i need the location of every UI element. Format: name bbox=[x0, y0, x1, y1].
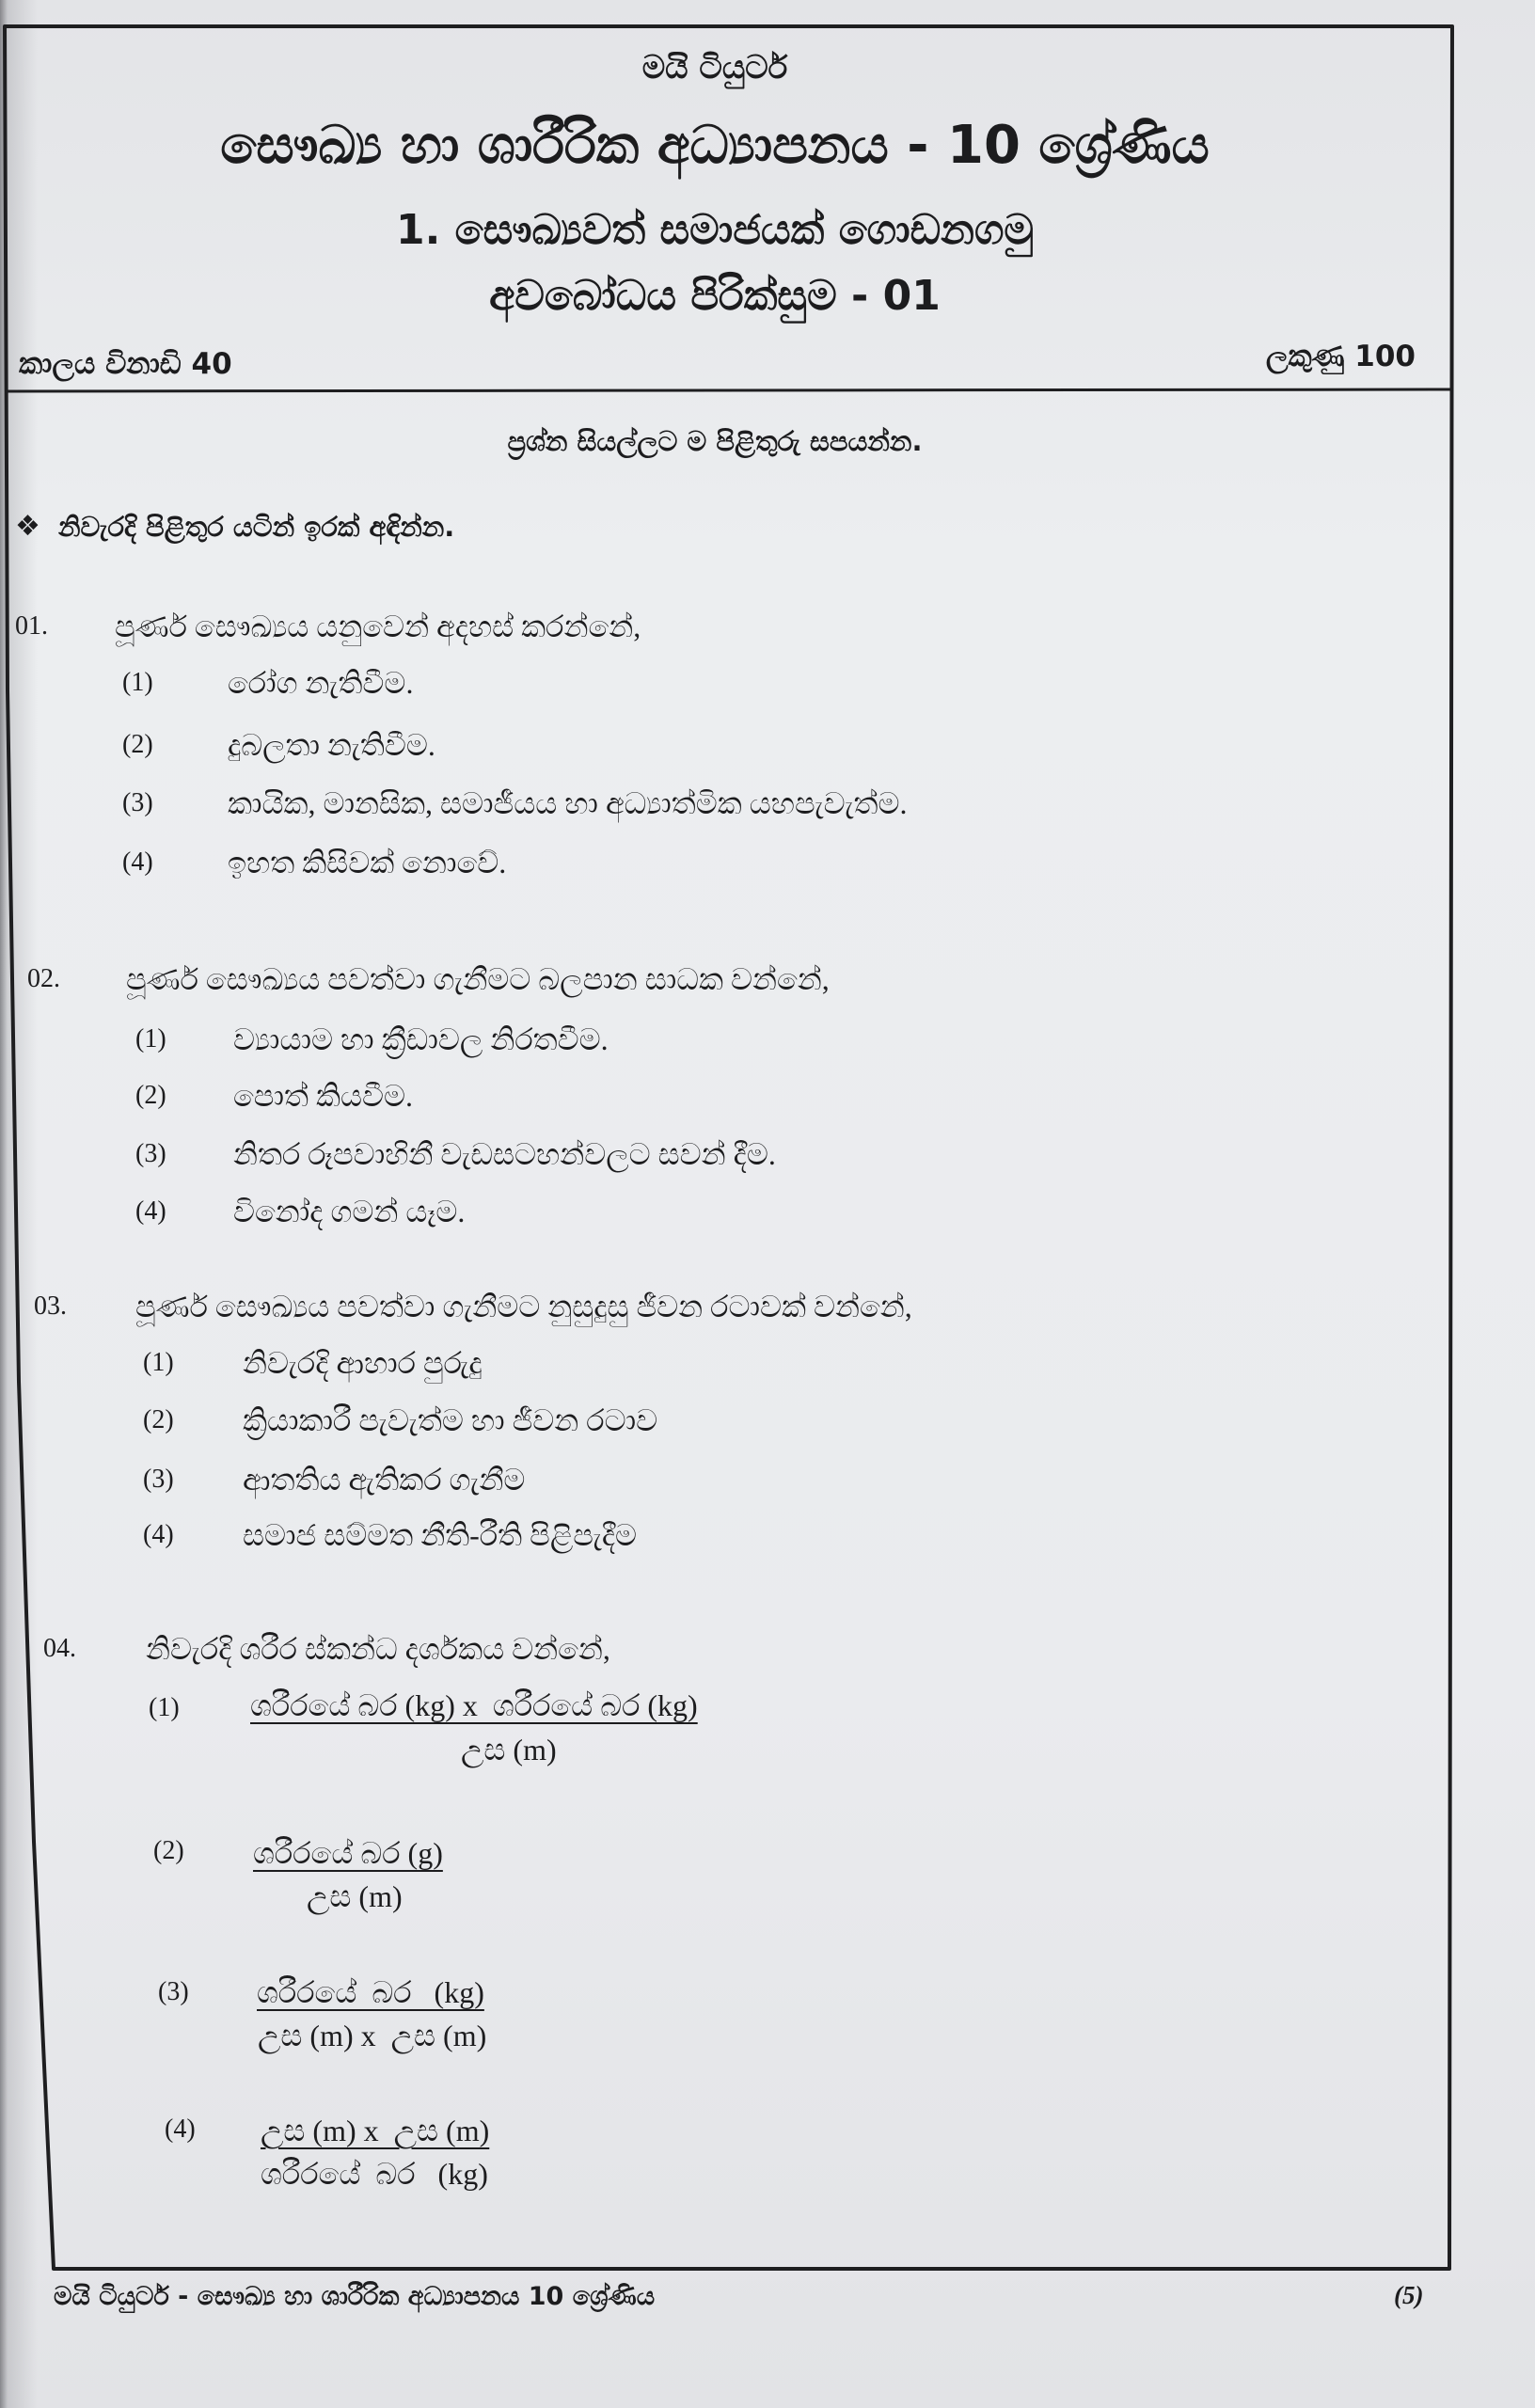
general-instruction: ප්‍රශ්න සියල්ලට ම පිළිතුරු සපයන්න. bbox=[507, 425, 923, 457]
fraction-numerator: ශරීරයේ බර (kg) x ශරීරයේ බර (kg) bbox=[250, 1688, 698, 1722]
option-number: (1) bbox=[149, 1693, 180, 1722]
bullet-icon: ❖ bbox=[15, 510, 40, 543]
option-number: (3) bbox=[143, 1465, 174, 1494]
option-text: විනෝද ගමන් යෑම. bbox=[233, 1195, 466, 1228]
option-text: ආතතිය ඇතිකර ගැනීම bbox=[243, 1463, 526, 1497]
question-text: පූර්ණ සෞඛ්‍යය පවත්වා ගැනීමට නුසුදුසු ජීවන රටාවක් වන්නේ, bbox=[135, 1290, 912, 1323]
question-text: පූර්ණ සෞඛ්‍යය පවත්වා ගැනීමට බලපාන සාධක වන්නේ, bbox=[126, 962, 830, 996]
option-number: (2) bbox=[135, 1081, 166, 1110]
test-title: අවබෝධය පිරික්සුම - 01 bbox=[489, 272, 941, 320]
option-number: (4) bbox=[143, 1520, 174, 1549]
publisher-name: මයි ටියුටර් bbox=[641, 49, 788, 87]
fraction-denominator: උස (m) x උස (m) bbox=[258, 2019, 487, 2052]
question-text: පූර්ණ සෞඛ්‍යය යනුවෙන් අදහස් කරන්නේ, bbox=[115, 610, 641, 643]
option-text: ව්‍යායාම හා ක්‍රීඩාවල නිරතවීම. bbox=[233, 1022, 609, 1056]
fraction-numerator: ශරීරයේ බර (kg) bbox=[257, 1975, 484, 2009]
fraction-numerator: උස (m) x උස (m) bbox=[261, 2114, 490, 2147]
fraction-denominator: උස (m) bbox=[461, 1733, 557, 1766]
option-text: ක්‍රියාකාරී පැවැත්ම හා ජීවන රටාව bbox=[243, 1403, 658, 1437]
time-allowed: කාලය විනාඩි 40 bbox=[19, 347, 232, 381]
option-number: (2) bbox=[122, 730, 153, 759]
option-number: (4) bbox=[135, 1196, 166, 1226]
option-number: (3) bbox=[122, 788, 153, 817]
fraction-denominator: ශරීරයේ බර (kg) bbox=[261, 2157, 488, 2191]
option-text: ඉහත කිසිවක් නොවේ. bbox=[228, 846, 507, 879]
option-number: (3) bbox=[158, 1977, 189, 2006]
option-text: පොත් කියවීම. bbox=[233, 1079, 413, 1113]
total-marks: ලකුණු 100 bbox=[1265, 340, 1416, 373]
page-number: (5) bbox=[1394, 2281, 1424, 2309]
subject-title: සෞඛ්‍ය හා ශාරීරික අධ්‍යාපනය - 10 ශ්‍රේණිය bbox=[220, 115, 1210, 176]
option-number: (1) bbox=[135, 1024, 166, 1054]
option-text: සමාජ සම්මත නීති-රීති පිළිපැදීම bbox=[243, 1518, 638, 1552]
unit-title: 1. සෞඛ්‍යවත් සමාජයක් ගොඩනගමු bbox=[395, 206, 1035, 254]
question-number: 02. bbox=[27, 964, 60, 993]
option-number: (2) bbox=[143, 1405, 174, 1434]
option-number: (3) bbox=[135, 1139, 166, 1168]
option-number: (1) bbox=[143, 1348, 174, 1377]
option-number: (4) bbox=[165, 2115, 196, 2144]
option-number: (1) bbox=[122, 668, 153, 697]
header-divider bbox=[6, 389, 1451, 391]
question-number: 04. bbox=[43, 1634, 76, 1663]
option-text: කායික, මානසික, සමාජීයය හා අධ්‍යාත්මික යහපැවැත්ම. bbox=[228, 786, 908, 820]
question-number: 01. bbox=[15, 611, 48, 641]
answer-rule-instruction: නිවැරදි පිළිතුර යටින් ඉරක් අඳින්න. bbox=[58, 511, 455, 543]
footer-text: මයි ටියුටර් - සෞඛ්‍ය හා ශාරීරික අධ්‍යාපනය 10 ශ්‍රේණිය bbox=[54, 2282, 656, 2311]
fraction-numerator: ශරීරයේ බර (g) bbox=[253, 1836, 443, 1870]
option-text: නිවැරදි ආහාර පුරුදු bbox=[243, 1346, 483, 1380]
option-text: දුබලතා නැතිවීම. bbox=[228, 728, 435, 762]
option-number: (2) bbox=[153, 1836, 184, 1865]
option-number: (4) bbox=[122, 848, 153, 877]
fraction-denominator: උස (m) bbox=[307, 1879, 403, 1913]
option-text: නිතර රූපවාහිනී වැඩසටහන්වලට සවන් දීම. bbox=[233, 1137, 776, 1171]
option-text: රෝග නැතිවීම. bbox=[228, 666, 414, 700]
question-number: 03. bbox=[34, 1291, 67, 1321]
question-text: නිවැරදි ශරීර ස්කන්ධ දර්ශකය වන්නේ, bbox=[146, 1632, 610, 1666]
